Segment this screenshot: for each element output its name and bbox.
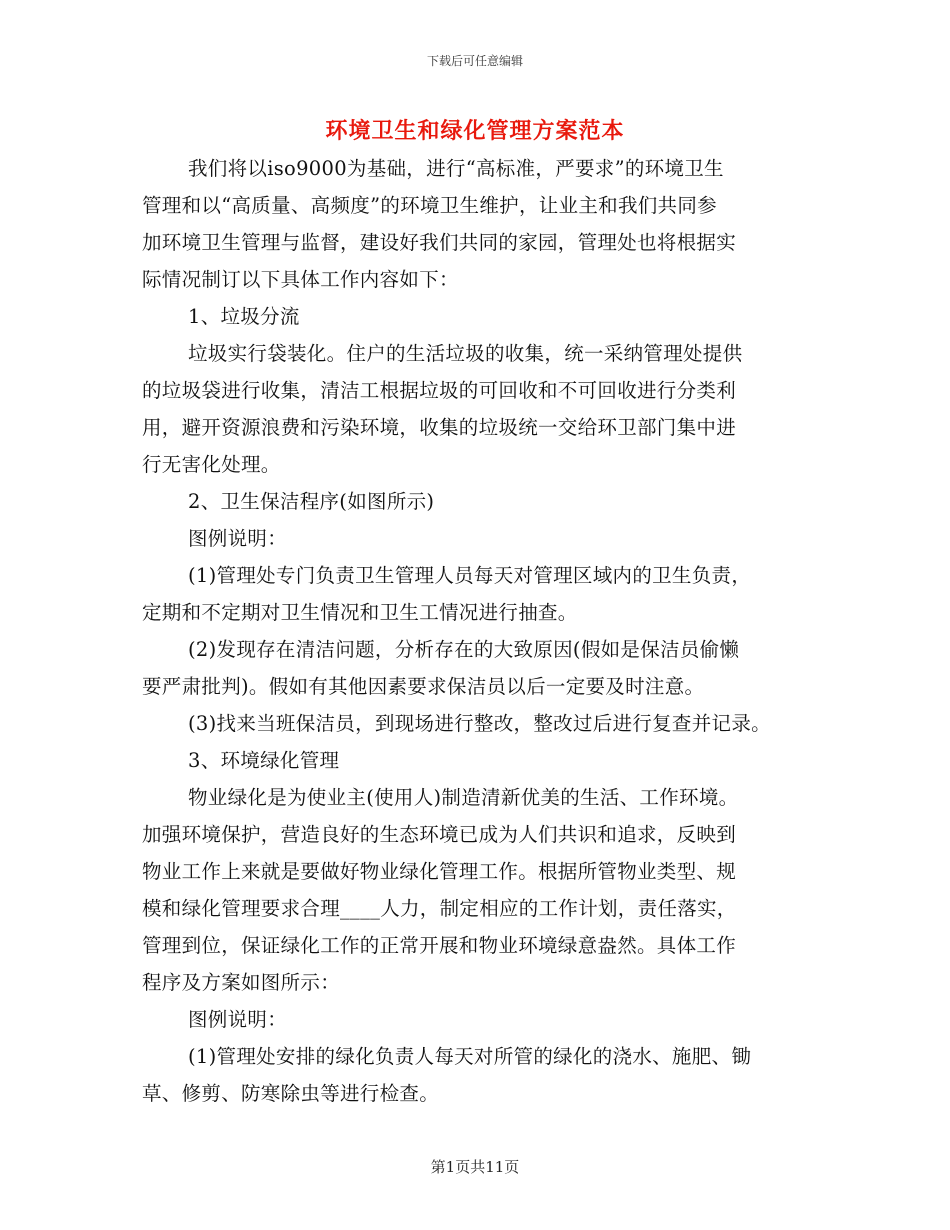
- section-heading: 2、卫生保洁程序(如图所示): [188, 490, 435, 513]
- section-heading: 3、环境绿化管理: [188, 749, 340, 772]
- list-item-line: (3)找来当班保洁员，到现场进行整改，整改过后进行复查并记录。: [188, 712, 771, 735]
- list-item-line: (2)发现存在清洁问题，分析存在的大致原因(假如是保洁员偷懒: [188, 638, 740, 661]
- list-item-line: 要严肃批判)。假如有其他因素要求保洁员以后一定要及时注意。: [142, 675, 705, 698]
- paragraph-line: 管理和以“高质量、高频度”的环境卫生维护，让业主和我们共同参: [142, 194, 717, 217]
- paragraph-line: 行无害化处理。: [142, 453, 281, 476]
- list-item-line: (1)管理处专门负责卫生管理人员每天对管理区域内的卫生负责，: [188, 564, 752, 587]
- paragraph-line: 垃圾实行袋装化。住户的生活垃圾的收集，统一采纳管理处提供: [188, 342, 743, 365]
- legend-heading: 图例说明：: [188, 527, 288, 550]
- list-item-line: 定期和不定期对卫生情况和卫生工情况进行抽查。: [142, 601, 578, 624]
- list-item-line: (1)管理处安排的绿化负责人每天对所管的绿化的浇水、施肥、锄: [188, 1045, 752, 1068]
- paragraph-line: 物业工作上来就是要做好物业绿化管理工作。根据所管物业类型、规: [142, 860, 737, 883]
- paragraph-line: 用，避开资源浪费和污染环境，收集的垃圾统一交给环卫部门集中进: [142, 416, 737, 439]
- page-header-note: 下载后可任意编辑: [426, 54, 523, 68]
- paragraph-line: 模和绿化管理要求合理____人力，制定相应的工作计划，责任落实，: [142, 897, 737, 920]
- page-number: 第1页共11页: [430, 1158, 520, 1176]
- document-body: [142, 150, 810, 1112]
- paragraph-line: 的垃圾袋进行收集，清洁工根据垃圾的可回收和不可回收进行分类利: [142, 379, 737, 402]
- paragraph-line: 加强环境保护，营造良好的生态环境已成为人们共识和追求，反映到: [142, 823, 737, 846]
- section-heading: 1、垃圾分流: [188, 305, 300, 328]
- document-title: 环境卫生和绿化管理方案范本: [325, 119, 625, 144]
- legend-heading: 图例说明：: [188, 1008, 288, 1031]
- paragraph-line: 物业绿化是为使业主(使用人)制造清新优美的生活、工作环境。: [188, 786, 739, 809]
- paragraph-line: 际情况制订以下具体工作内容如下：: [142, 268, 459, 291]
- paragraph-line: 管理到位，保证绿化工作的正常开展和物业环境绿意盎然。具体工作: [142, 934, 737, 957]
- paragraph-line: 程序及方案如图所示：: [142, 971, 341, 994]
- list-item-line: 草、修剪、防寒除虫等进行检查。: [142, 1082, 440, 1105]
- paragraph-line: 我们将以iso9000为基础，进行“高标准，严要求”的环境卫生: [188, 157, 724, 180]
- paragraph-line: 加环境卫生管理与监督，建设好我们共同的家园，管理处也将根据实: [142, 231, 737, 254]
